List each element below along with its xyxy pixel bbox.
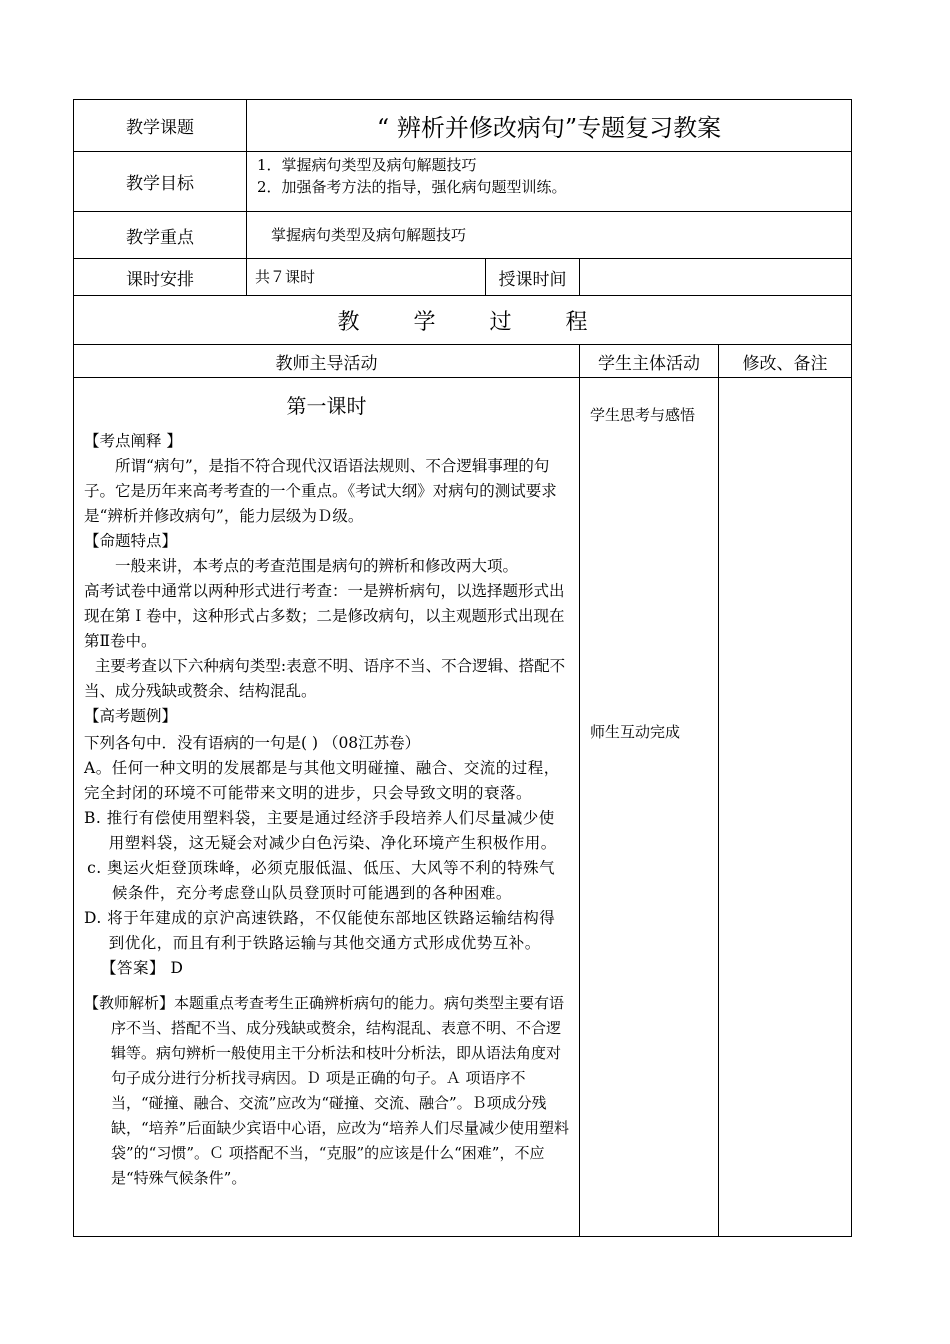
time-value [580,259,852,296]
paragraph: 高考试卷中通常以两种形式进行考查：一是辨析病句，以选择题形式出现在第Ｉ卷中，这种形式占多数；二是修改病句，以主观题形式出现在第Ⅱ卷中。 [84,582,565,650]
goal-label: 教学目标 [74,152,247,212]
paragraph: 所谓“病句”，是指不符合现代汉语语法规则、不合逻辑事理的句子。它是历年来高考考查的一个重点。《考试大纲》对病句的测试要求是“辨析并修改病句”，能力层级为Ｄ级。 [84,457,557,525]
lesson-title: 第一课时 [286,394,367,418]
option-b: B. 推行有偿使用塑料袋，主要是通过经济手段培养人们尽量减少使用塑料袋，这无疑会对减少白色污染、净化环境产生积极作用。 [84,809,557,852]
schedule-value: 共７课时 [247,259,486,296]
section-heading: 【高考题例】 [84,707,178,725]
paragraph: 一般来讲，本考点的考查范围是病句的辨析和修改两大项。 [115,557,519,575]
col-notes: 修改、备注 [719,345,852,378]
student-note: 师生互动完成 [590,723,681,741]
topic-label: 教学课题 [74,100,247,152]
teacher-analysis: 【教师解析】本题重点考查考生正确辨析病句的能力。病句类型主要有语序不当、搭配不当、成分残缺或赘余，结构混乱、表意不明、不合逻辑等。病句辨析一般使用主干分析法和枝叶分析法，即从语法角度对句子成分进行分析找寻病因。Ｄ 项是正确的句子。Ａ 项语序不当，“碰撞、融合、交流”应改为“碰撞、交流、融合”。Ｂ项成分残缺，“培养”后面缺少宾语中心语，应改为“培养人们尽量减少使用塑料袋”的“习惯”。Ｃ 项搭配不当，“克服”的应该是什么“困难”，不应是“特殊气候条件”。 [84,994,570,1187]
col-student: 学生主体活动 [580,345,719,378]
topic-title: “ 辨析并修改病句”专题复习教案 [247,100,852,152]
section-heading: 【命题特点】 [84,532,178,550]
section-heading: 【考点阐释 】 [84,432,182,450]
notes-column [719,378,852,1237]
option-c: c. 奥运火炬登顶珠峰，必须克服低温、低压、大风等不利的特殊气候条件，充分考虑登山队员登顶时可能遇到的各种困难。 [87,859,556,902]
option-a: A。任何一种文明的发展都是与其他文明碰撞、融合、交流的过程，完全封闭的环境不可能带来文明的进步，只会导致文明的衰落。 [84,759,560,802]
col-teacher: 教师主导活动 [74,345,580,378]
process-title: 教学过程 [74,296,852,345]
goal-item: 2．加强备考方法的指导，强化病句题型训练。 [257,178,567,196]
teacher-activity [74,378,580,1237]
lesson-plan-table [73,99,851,1237]
time-label: 授课时间 [486,259,580,296]
paragraph: 主要考查以下六种病句类型:表意不明、语序不当、不合逻辑、搭配不当、成分残缺或赘余、结构混乱。 [84,657,566,700]
schedule-label: 课时安排 [74,259,247,296]
question-stem: 下列各句中．没有语病的一句是( ) （08江苏卷） [84,734,421,752]
goal-item: 1．掌握病句类型及病句解题技巧 [257,156,477,174]
answer: 【答案】 D [101,959,184,977]
option-d: D. 将于年建成的京沪高速铁路，不仅能使东部地区铁路运输结构得到优化，而且有利于铁路运输与其他交通方式形成优势互补。 [84,909,556,952]
focus-value: 掌握病句类型及病句解题技巧 [247,212,852,259]
student-note: 学生思考与感悟 [590,406,696,424]
goals-cell [247,152,852,212]
student-activity [580,378,719,1237]
focus-label: 教学重点 [74,212,247,259]
